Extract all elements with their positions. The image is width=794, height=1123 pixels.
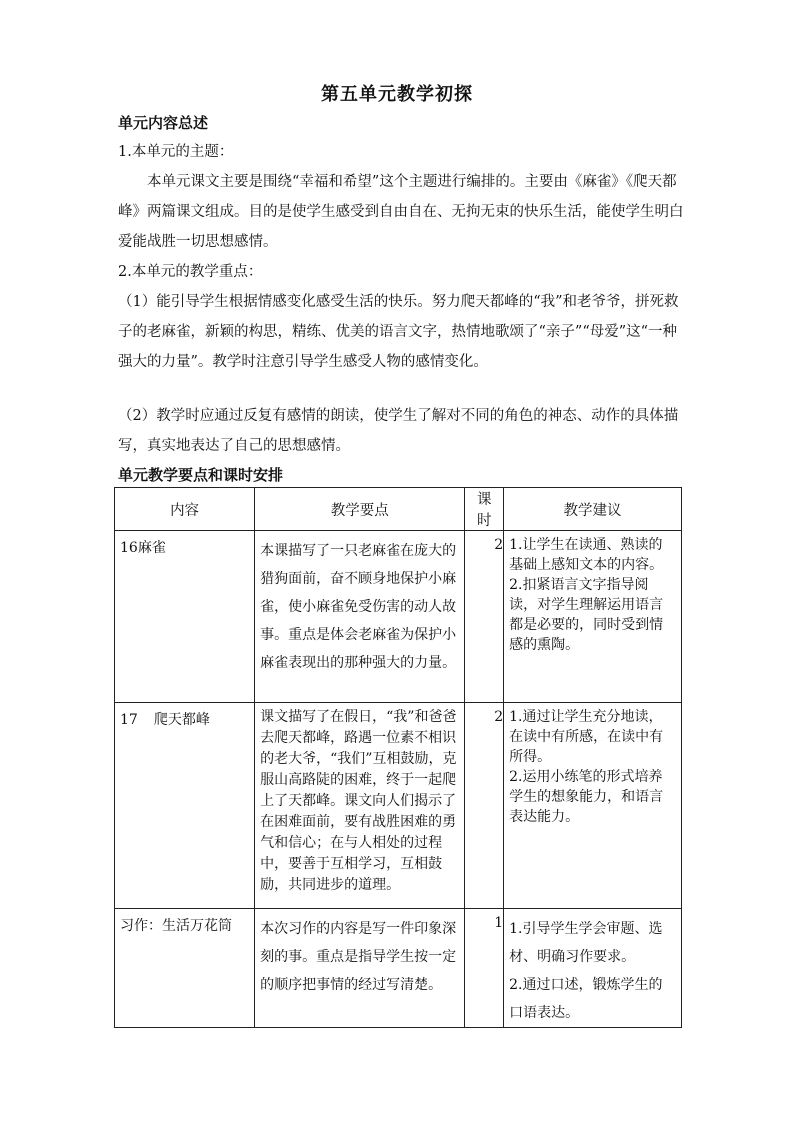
- plan-heading: 单元教学要点和课时安排: [118, 466, 284, 484]
- header-suggestions: 教学建议: [504, 488, 682, 531]
- lesson-points: 课文描写了在假日，“我”和爸爸去爬天都峰，路遇一位素不相识的老大爷，“我们”互相鼓励，克服山高路陡的困难，终于一起爬上了天都峰。课文向人们揭示了在困难面前，要有战胜困难的勇气和信心；在与人相处的过程中，要善于互相学习，互相鼓励，共同进步的道理。: [255, 703, 465, 909]
- theme-text: 本单元课文主要是围绕“幸福和希望”这个主题进行编排的。主要由《麻雀》《爬天都峰》两篇课文组成。目的是使学生感受到自由自在、无拘无束的快乐生活，能使学生明白爱能战胜一切思想感情。: [118, 174, 684, 250]
- overview-heading: 单元内容总述: [118, 114, 209, 132]
- header-content: 内容: [115, 488, 255, 531]
- header-points: 教学要点: [255, 488, 465, 531]
- focus-point-2: （2）教学时应通过反复有感情的朗读，使学生了解对不同的角色的神态、动作的具体描写，真实地表达了自己的思想感情。: [118, 408, 679, 454]
- lesson-suggestions: [504, 909, 682, 1028]
- header-hours: 课时: [465, 488, 504, 531]
- teaching-plan-table: [114, 487, 682, 1028]
- table-row: [115, 909, 682, 1028]
- lesson-hours: 2: [465, 703, 504, 909]
- suggestion-item: 2.运用小练笔的形式培养学生的想象能力，和语言表达能力。: [509, 769, 664, 825]
- lesson-points: 本课描写了一只老麻雀在庞大的猎狗面前，奋不顾身地保护小麻雀，使小麻雀免受伤害的动人故事。重点是体会老麻雀为保护小麻雀表现出的那种强大的力量。: [255, 531, 465, 703]
- lesson-hours: 1: [465, 909, 504, 1028]
- suggestion-item: 2.扣紧语言文字指导阅读，对学生理解运用语言都是必要的，同时受到情感的熏陶。: [509, 577, 664, 653]
- table-row: [115, 531, 682, 703]
- suggestion-item: 1.通过让学生充分地读，在读中有所感，在读中有所得。: [509, 709, 664, 765]
- lesson-suggestions: [504, 531, 682, 703]
- table-header-row: [115, 488, 682, 531]
- suggestion-item: 2.通过口述，锻炼学生的口语表达。: [509, 977, 663, 1021]
- document-title: 第五单元教学初探: [321, 84, 473, 105]
- focus-label: 2.本单元的教学重点：: [118, 264, 263, 280]
- focus-point-1: （1）能引导学生根据情感变化感受生活的快乐。努力爬天都峰的“我”和老爷爷，拼死救子的老麻雀，新颖的构思，精练、优美的语言文字，热情地歌颂了“亲子”“母爱”这“一种强大的力量”。教学时注意引导学生感受人物的感情变化。: [118, 294, 679, 370]
- lesson-points: 本次习作的内容是写一件印象深刻的事。重点是指导学生按一定的顺序把事情的经过写清楚。: [255, 909, 465, 1028]
- suggestion-item: 1.引导学生学会审题、选材、明确习作要求。: [509, 921, 663, 965]
- lesson-hours: 2: [465, 531, 504, 703]
- lesson-title: 爬天都峰: [153, 712, 210, 728]
- suggestion-item: 1.让学生在读通、熟读的基础上感知文本的内容。: [509, 537, 664, 573]
- lesson-number: 17: [120, 712, 138, 728]
- table-row: [115, 703, 682, 909]
- lesson-name: 16麻雀: [115, 531, 255, 703]
- lesson-name: 习作：生活万花筒: [115, 909, 255, 1028]
- theme-label: 1.本单元的主题：: [118, 144, 234, 160]
- lesson-suggestions: [504, 703, 682, 909]
- lesson-name: [115, 703, 255, 909]
